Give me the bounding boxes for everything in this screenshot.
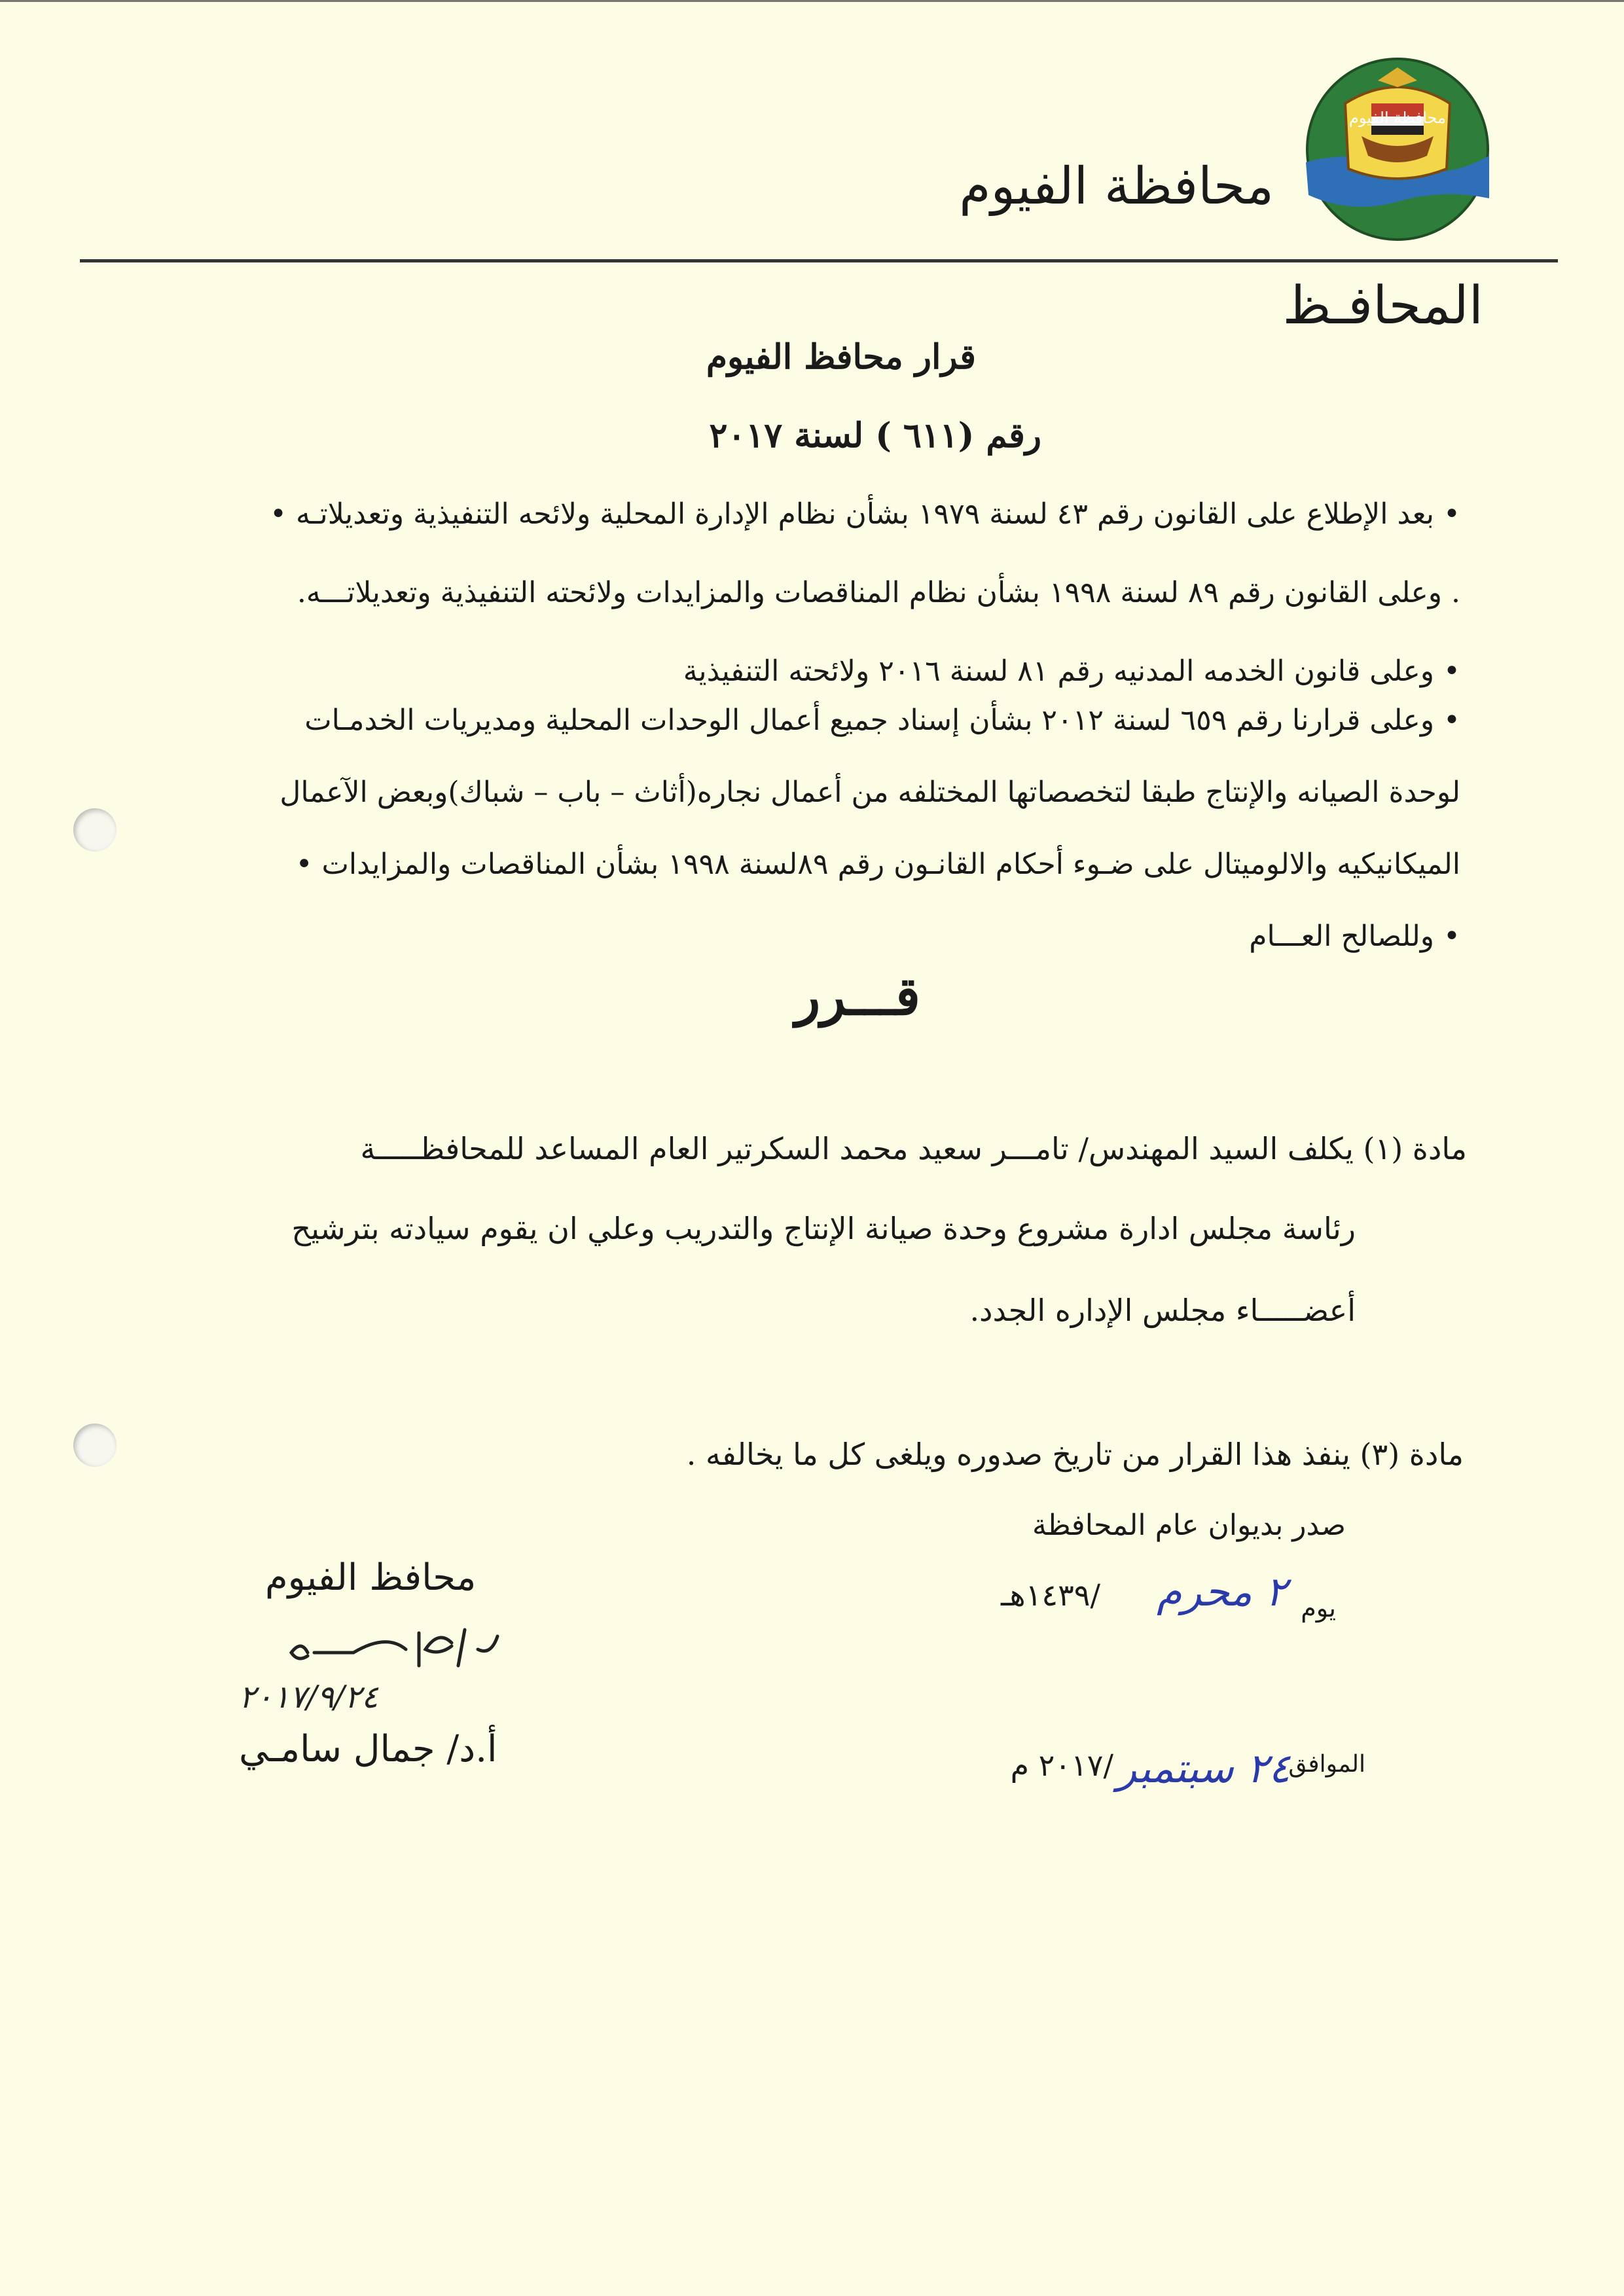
governorate-name: محافظة الفيوم [959,157,1274,216]
signature-handwritten-date: ٢٠١٧/٩/٢٤ [239,1679,378,1715]
corresponding-label: الموافق [1288,1751,1365,1778]
handwritten-gregorian: ٢٤ سبتمبر [1117,1744,1290,1792]
hijri-date: /١٤٣٩هـ [1000,1577,1100,1613]
decision-number: رقم (٦١١ ) لسنة ٢٠١٧ [709,416,1041,456]
punch-hole [73,1424,117,1467]
decides-heading: قـــرر [795,965,920,1027]
article-1-line: أعضـــــاء مجلس الإداره الجدد. [969,1293,1356,1328]
preamble-line: • بعد الإطلاع على القانون رقم ٤٣ لسنة ١٩٧٩ بشأن نظام الإدارة المحلية ولائحه التنفيذية وتعديلاتـه • [270,497,1460,531]
preamble-line: • وعلى قرارنا رقم ٦٥٩ لسنة ٢٠١٢ بشأن إسناد جميع أعمال الوحدات المحلية ومديريات الخدمـات [304,704,1460,737]
article-1-line: مادة (١) يكلف السيد المهندس/ تامـــر سعيد محمد السكرتير العام المساعد للمحافظـــــة [360,1131,1467,1166]
punch-hole [73,808,117,852]
issued-at: صدر بديوان عام المحافظة [1032,1509,1346,1542]
header-divider [80,259,1558,262]
handwritten-day: ٢ محرم [1157,1568,1287,1615]
article-1-line: رئاسة مجلس ادارة مشروع وحدة صيانة الإنتاج والتدريب وعلي ان يقوم سيادته بترشيح [291,1211,1356,1246]
signature-scribble-icon [268,1623,504,1676]
day-label: يوم [1301,1594,1336,1623]
preamble-line: • وللصالح العـــام [1249,920,1460,953]
logo-text: محافظة الفيوم [1349,109,1446,127]
top-edge-line [0,0,1624,2]
fayoum-governorate-emblem-icon [1299,58,1496,247]
preamble-line: . وعلى القانون رقم ٨٩ لسنة ١٩٩٨ بشأن نظام المناقصات والمزايدات ولائحته التنفيذية وتعديلاتـــه. [297,576,1460,609]
preamble-line: • وعلى قانون الخدمه المدنيه رقم ٨١ لسنة ٢٠١٦ ولائحته التنفيذية [683,655,1460,688]
article-3: مادة (٣) ينفذ هذا القرار من تاريخ صدوره ويلغى كل ما يخالفه . [686,1437,1464,1472]
gregorian-date: /٢٠١٧ م [1010,1748,1113,1783]
preamble-line: لوحدة الصيانه والإنتاج طبقا لتخصصاتها المختلفه من أعمال نجاره(أثاث – باب – شباك)وبعض الآعمال [280,776,1460,809]
office-title: المحافـظ [1282,275,1483,336]
preamble-line: الميكانيكيه والالوميتال على ضـوء أحكام القانـون رقم ٨٩لسنة ١٩٩٨ بشأن المناقصات والمزايدات • [295,848,1460,881]
decision-title: قرار محافظ الفيوم [706,337,976,377]
signatory-name: أ.د/ جمال سامـي [239,1728,497,1770]
signature-title: محافظ الفيوم [265,1556,477,1599]
